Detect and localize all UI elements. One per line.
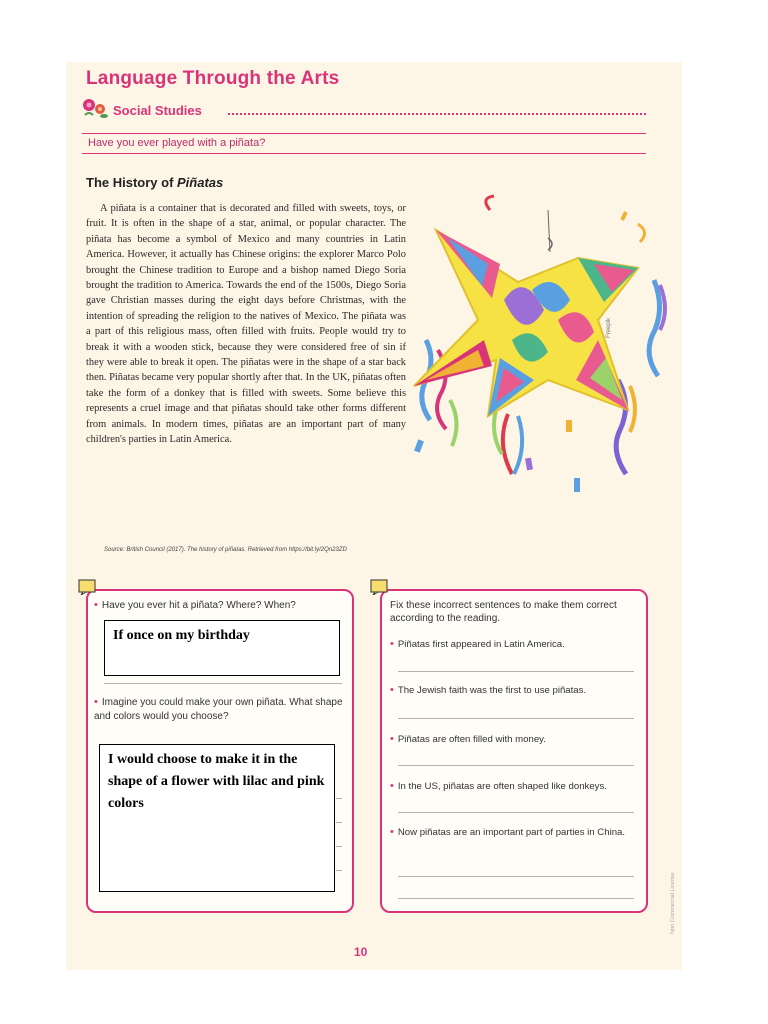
bullet-dot: • xyxy=(390,733,394,745)
correction-item-2 xyxy=(390,684,640,697)
right-instruction: Fix these incorrect sentences to make them correct according to the reading. xyxy=(390,600,617,624)
flower-icon xyxy=(80,96,110,120)
bullet-dot: • xyxy=(94,696,98,708)
write-line xyxy=(336,846,342,847)
article-heading xyxy=(86,175,223,190)
intro-question: Have you ever played with a piñata? xyxy=(88,137,266,149)
left-question-1-text: Have you ever hit a piñata? Where? When? xyxy=(101,600,296,611)
image-credit: Freepik xyxy=(606,317,612,338)
article-heading-plain: The History of xyxy=(86,175,178,190)
question-rule-top xyxy=(82,133,646,134)
correction-item-5 xyxy=(390,826,636,839)
answer-line-3[interactable] xyxy=(398,765,634,766)
correction-item-text: Now piñatas are an important part of parties in China. xyxy=(397,827,626,838)
answer-field-2[interactable]: I would choose to make it in the shape of a flower with lilac and pink colors xyxy=(99,744,335,892)
correction-item-text: Piñatas first appeared in Latin America. xyxy=(397,639,565,650)
article-text: A piñata is a container that is decorated and filled with sweets, toys, or fruit. It is often in the shape of a star, animal, or popular character. The piñata has become a symbol of Mexico and many countries in Latin America. However, it actually has Chinese origins: the explorer Marco Polo brought the Chinese tradition to Europe and a bishop named Diego Soria brought the tradition to America. Towards the end of the 1500s, Diego Soria gave Christian masses during the eight days before Christmas, with the intention of spreading the religion to the natives of Mexico. The piñata was a part of this religious mass, often filled with fruits. People would try to break it with a wooden stick, because they were considered free of sin if they were able to break it open. The piñatas were in the shape of a star back then. Piñatas became very popular shortly after that. In the UK, piñatas often take the form of a donkey that is filled with sweets. Some believe this represents a cruel image and that piñatas should take other forms different from animals. In modern times, piñatas are an important part of many children's parties in Latin America. xyxy=(86,203,406,446)
page-number: 10 xyxy=(354,945,368,959)
sticky-note-icon xyxy=(78,579,96,595)
correction-item-4 xyxy=(390,780,640,793)
article-heading-italic: Piñatas xyxy=(177,175,224,190)
license-text: Non Commercial License xyxy=(670,872,676,934)
answer-line-2[interactable] xyxy=(398,718,634,719)
page-title: Language Through the Arts xyxy=(86,68,340,89)
answer-line-4[interactable] xyxy=(398,812,634,813)
correction-item-text: In the US, piñatas are often shaped like donkeys. xyxy=(397,781,607,792)
correction-item-text: The Jewish faith was the first to use piñatas. xyxy=(397,685,587,696)
write-line xyxy=(336,870,342,871)
correction-item-text: Piñatas are often filled with money. xyxy=(397,734,546,745)
pinata-illustration xyxy=(408,190,670,510)
correction-item-3 xyxy=(390,733,640,746)
section-label: Social Studies xyxy=(113,103,202,118)
bullet-dot: • xyxy=(94,599,98,611)
correction-item-1 xyxy=(390,638,640,651)
question-rule-bottom xyxy=(82,153,646,154)
write-line xyxy=(336,798,342,799)
bullet-dot: • xyxy=(390,684,394,696)
left-question-1 xyxy=(94,598,344,613)
left-question-2 xyxy=(94,695,344,724)
write-line xyxy=(104,683,342,684)
answer-line-5b[interactable] xyxy=(398,898,634,899)
bullet-dot: • xyxy=(390,826,394,838)
answer-field-1[interactable]: If once on my birthday xyxy=(104,620,340,676)
answer-line-5a[interactable] xyxy=(398,876,634,877)
bullet-dot: • xyxy=(390,638,394,650)
write-line xyxy=(336,822,342,823)
article-body xyxy=(86,201,406,448)
section-divider xyxy=(228,113,646,115)
bullet-dot: • xyxy=(390,780,394,792)
answer-line-1[interactable] xyxy=(398,671,634,672)
left-question-2-text: Imagine you could make your own piñata. What shape and colors would you choose? xyxy=(94,697,343,722)
sticky-note-icon xyxy=(370,579,388,595)
article-source: Source: British Council (2017). The history of piñatas. Retrieved from https://bit.ly/2Qn23ZD xyxy=(104,547,347,553)
